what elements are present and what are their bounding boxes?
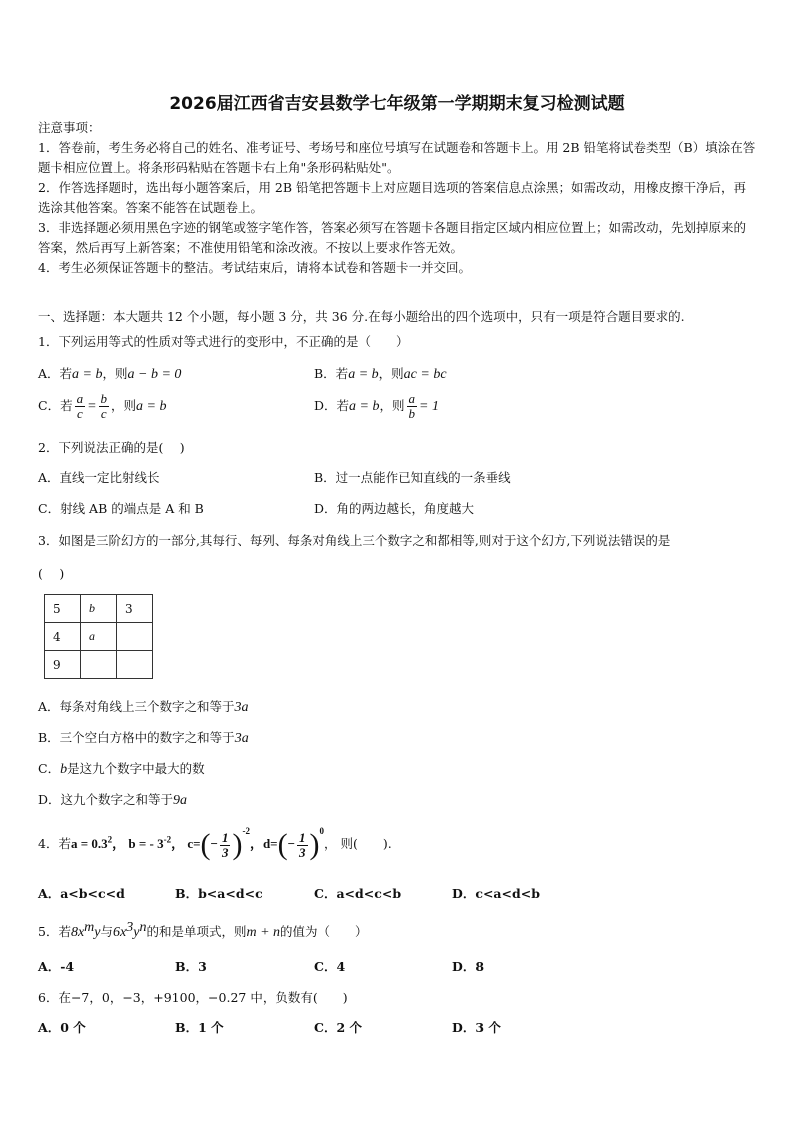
q5-option-c: C．4	[314, 959, 346, 974]
q1-c-frac-1	[75, 392, 86, 421]
notice-block	[38, 118, 758, 278]
grid-cell	[81, 651, 117, 679]
q2-option-a: A．直线一定比射线长	[38, 470, 160, 485]
grid-cell: 9	[45, 651, 81, 679]
grid-cell	[117, 623, 153, 651]
q3-option-a	[38, 697, 249, 716]
q5-option-d: D．8	[452, 959, 485, 974]
q1-option-a	[38, 364, 181, 383]
q4-d-def: ，d=	[249, 836, 278, 851]
q3-paren: ( )	[38, 566, 65, 581]
q5-term-2-exp2: n	[139, 920, 147, 935]
q1-c-frac-2-den: c	[100, 406, 107, 421]
q1-c-frac-1-num: a	[76, 391, 84, 406]
q1-d-cond: a = b	[349, 399, 380, 414]
q3-option-d	[38, 790, 187, 809]
q4-d-frac-den: 3	[299, 844, 306, 860]
q1-c-frac-2-num: b	[100, 391, 108, 406]
q4-stem: 4．若$a = 0.3^2$， b = - $3^{-2}$， c=(− $\frac{1}{3}$ )$^{-2}$，d=(− $\frac{1}{3}$ )$^0$， 则( ).	[38, 826, 392, 862]
q1-a-prefix: A．若	[38, 366, 73, 381]
q3-option-b	[38, 728, 249, 747]
q4-d-exp: 0	[319, 826, 325, 836]
q4-d-frac-num: 1	[299, 829, 306, 845]
q4-b-exp: -2	[163, 834, 172, 845]
section-heading: 一、选择题：本大题共 12 个小题，每小题 3 分，共 36 分.在每小题给出的四个选项中，只有一项是符合题目要求的.	[38, 309, 685, 324]
q5-option-b: B．3	[175, 959, 207, 974]
q4-option-a: A．a<b<c<d	[38, 886, 125, 901]
q3-stem: 3．如图是三阶幻方的一部分,其每行、每列、每条对角线上三个数字之和都相等,则对于这个幻方,下列说法错误的是	[38, 533, 671, 548]
q5-option-a: A．-4	[38, 959, 75, 974]
q1-option-b	[314, 364, 447, 383]
grid-cell: a	[81, 623, 117, 651]
grid-cell: 4	[45, 623, 81, 651]
grid-cell: 5	[45, 595, 81, 623]
q1-stem: 1．下列运用等式的性质对等式进行的变形中，不正确的是（ ）	[38, 334, 409, 349]
q4-prefix: 4．若	[38, 836, 71, 851]
page-title: 2026届江西省吉安县数学七年级第一学期期末复习检测试题	[169, 94, 625, 114]
grid-cell: 3	[117, 595, 153, 623]
q4-c-exp: -2	[242, 826, 250, 836]
q4-c-rparen: )	[232, 828, 243, 862]
q5-mid: 与	[100, 924, 114, 940]
q1-b-cond: a = b	[348, 367, 379, 382]
grid-cell: b	[81, 595, 117, 623]
q4-b-def: ， b = - 3	[112, 836, 164, 851]
q1-b-result: ac = bc	[403, 367, 447, 382]
q1-a-mid: ，则	[102, 366, 128, 381]
q5-term-1: 8x	[70, 925, 85, 941]
q4-a-def: a = 0.3	[70, 836, 108, 851]
q5-term-2-tail: y	[133, 925, 140, 941]
q5-suffix-2: 的值为（ ）	[280, 924, 368, 940]
q1-c-mid: ，则	[111, 398, 137, 413]
q3-d-expr: 9a	[173, 793, 188, 808]
q1-c-frac-2	[99, 392, 110, 421]
q1-option-d	[314, 392, 439, 421]
q2-option-b: B．过一点能作已知直线的一条垂线	[314, 470, 511, 485]
magic-square-grid	[44, 594, 153, 679]
q5-term-1-tail: y	[94, 925, 101, 941]
q1-d-result: = 1	[419, 399, 439, 414]
q6-option-b: B．1 个	[175, 1020, 224, 1035]
q1-d-frac	[407, 392, 418, 421]
notice-heading: 注意事项：	[38, 120, 101, 135]
grid-cell	[117, 651, 153, 679]
q2-option-c: C．射线 AB 的端点是 A 和 B	[38, 501, 204, 516]
notice-item-3: 3．非选择题必须用黑色字迹的钢笔或签字笔作答，答案必须写在答题卡各题目指定区域内相应位置上；如需改动，先划掉原来的答案，然后再写上新答案；不准使用铅笔和涂改液。不按以上要求作答无效。	[38, 220, 746, 255]
q1-a-result: a − b = 0	[127, 367, 182, 382]
q3-b-expr: 3a	[234, 731, 249, 746]
q4-c-frac-den: 3	[221, 844, 229, 860]
q6-stem: 6．在−7，0，−3，+9100，−0.27 中，负数有( )	[38, 990, 348, 1005]
q4-suffix: ， 则( ).	[324, 836, 392, 851]
q1-c-result: a = b	[136, 399, 167, 414]
q3-b-text: B．三个空白方格中的数字之和等于	[38, 730, 235, 745]
q2-option-d: D．角的两边越长，角度越大	[314, 501, 475, 516]
q4-a-exp: 2	[107, 834, 113, 845]
q4-option-c: C．a<d<c<b	[314, 886, 402, 901]
notice-item-2: 2．作答选择题时，选出每小题答案后，用 2B 铅笔把答题卡上对应题目选项的答案信息点涂黑；如需改动，用橡皮擦干净后，再选涂其他答案。答案不能答在试题卷上。	[38, 180, 747, 215]
q1-b-prefix: B．若	[314, 366, 349, 381]
q1-d-mid: ，则	[379, 398, 405, 413]
q1-c-eq: =	[87, 399, 97, 414]
q1-c-frac-1-den: c	[76, 406, 83, 421]
q4-c-frac	[220, 831, 231, 860]
q1-c-prefix: C．若	[38, 398, 73, 413]
q3-d-text: D．这九个数字之和等于	[38, 792, 174, 807]
q5-term-2-exp: 3	[126, 920, 134, 935]
q1-d-frac-num: a	[408, 391, 415, 406]
q3-option-c	[38, 759, 205, 778]
grid-row	[45, 623, 153, 651]
grid-row	[45, 595, 153, 623]
q6-option-c: C．2 个	[314, 1020, 362, 1035]
q4-c-lparen: (	[200, 828, 211, 862]
q1-b-mid: ，则	[378, 366, 404, 381]
q4-option-d: D．c<a<d<b	[452, 886, 540, 901]
q4-d-lparen: (	[277, 828, 288, 862]
q1-d-prefix: D．若	[314, 398, 350, 413]
q3-c-pre: C．	[38, 761, 61, 776]
q3-a-text: A．每条对角线上三个数字之和等于	[38, 699, 235, 714]
q5-stem	[38, 920, 368, 941]
q6-option-d: D．3 个	[452, 1020, 501, 1035]
notice-item-1: 1．答卷前，考生务必将自己的姓名、准考证号、考场号和座位号填写在试题卷和答题卡上。用 2B 铅笔将试卷类型（B）填涂在答题卡相应位置上。将条形码粘贴在答题卡右上角"条形码粘贴处"。	[38, 140, 756, 175]
q5-prefix: 5．若	[38, 924, 71, 940]
notice-item-4: 4．考生必须保证答题卡的整洁。考试结束后，请将本试卷和答题卡一并交回。	[38, 260, 471, 275]
q5-expr: m + n	[246, 925, 281, 941]
q3-a-expr: 3a	[234, 700, 249, 715]
q4-d-frac	[297, 831, 308, 860]
q2-stem: 2．下列说法正确的是( )	[38, 440, 185, 455]
q5-suffix-1: 的和是单项式，则	[146, 924, 247, 940]
q5-term-2: 6x	[113, 925, 127, 941]
q4-option-b: B．b<a<d<c	[175, 886, 263, 901]
q1-option-c	[38, 392, 167, 421]
q3-c-text: 是这九个数字中最大的数	[67, 761, 205, 776]
q1-a-cond: a = b	[72, 367, 103, 382]
q6-option-a: A．0 个	[38, 1020, 86, 1035]
q1-d-frac-den: b	[408, 406, 415, 421]
q4-c-def: ， c=	[171, 836, 201, 851]
grid-row	[45, 651, 153, 679]
q4-d-rparen: )	[309, 828, 320, 862]
q5-term-1-exp: m	[84, 920, 95, 935]
q3-c-var: b	[60, 762, 68, 777]
q4-c-frac-num: 1	[221, 829, 229, 845]
